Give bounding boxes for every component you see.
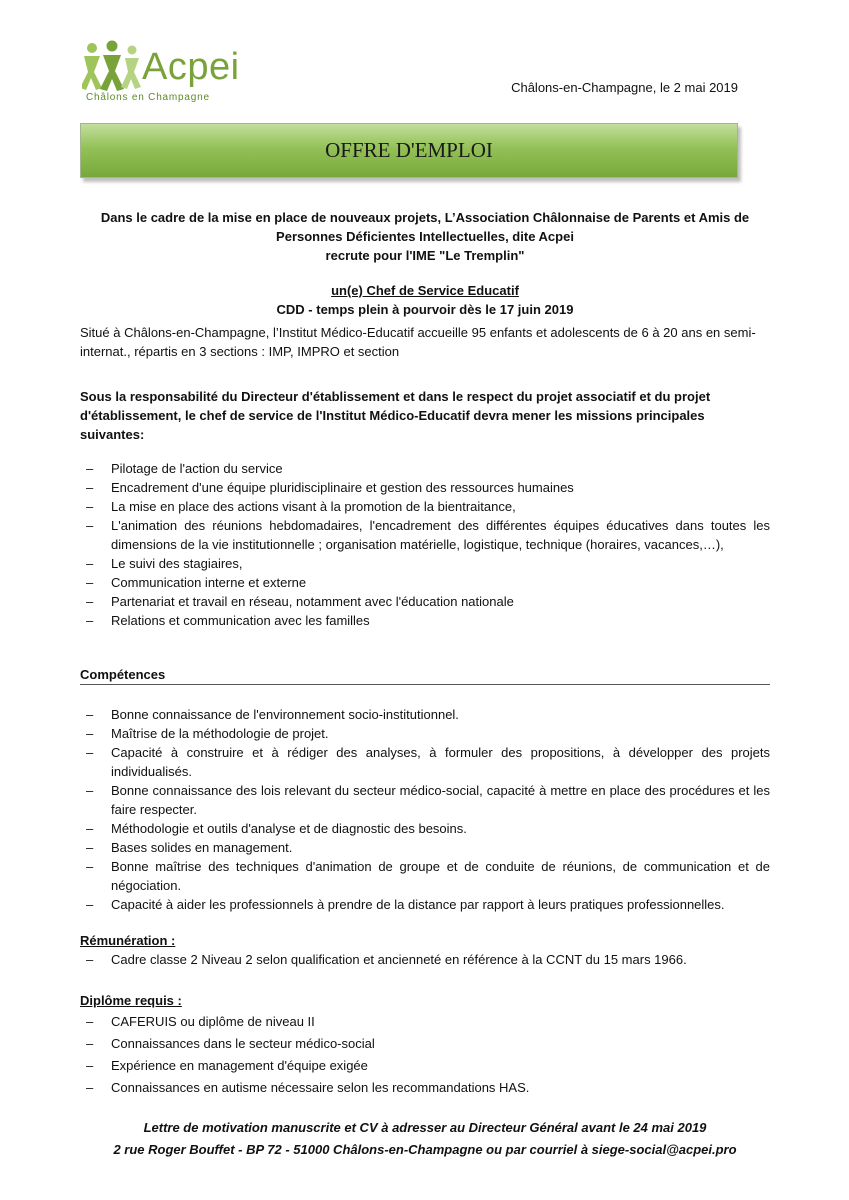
- dash-bullet-icon: –: [86, 821, 94, 836]
- diplome-list: [80, 1011, 770, 1099]
- footer-line: 2 rue Roger Bouffet - BP 72 - 51000 Châlons-en-Champagne ou par courriel à siege-social@acpei.pro: [113, 1142, 737, 1157]
- dash-bullet-icon: –: [86, 859, 94, 874]
- dash-bullet-icon: –: [86, 556, 94, 571]
- title-banner: [80, 123, 738, 178]
- dash-bullet-icon: –: [86, 1080, 94, 1095]
- competences-heading: Compétences: [80, 667, 770, 685]
- dash-bullet-icon: –: [86, 1058, 94, 1073]
- remuneration-heading: Rémunération :: [80, 933, 176, 948]
- page-title: OFFRE D'EMPLOI: [325, 138, 493, 162]
- dash-bullet-icon: –: [86, 726, 94, 741]
- acpei-logo: [82, 38, 262, 108]
- intro-line: Personnes Déficientes Intellectuelles, dite Acpei: [276, 229, 574, 244]
- contract-info: CDD - temps plein à pourvoir dès le 17 juin 2019: [276, 302, 574, 317]
- position-title: un(e) Chef de Service Educatif: [331, 283, 519, 298]
- list-item: – La mise en place des actions visant à la promotion de la bientraitance,: [86, 499, 516, 514]
- dash-bullet-icon: –: [86, 480, 94, 495]
- logo-figures-icon: [82, 40, 144, 94]
- list-item: – Expérience en management d'équipe exigée: [80, 1055, 770, 1077]
- dash-bullet-icon: –: [86, 840, 94, 855]
- logo-subtitle: Châlons en Champagne: [86, 92, 210, 103]
- footer-line: Lettre de motivation manuscrite et CV à adresser au Directeur Général avant le 24 mai 2019: [143, 1120, 707, 1135]
- list-item: – Méthodologie et outils d'analyse et de diagnostic des besoins.: [86, 821, 467, 836]
- dash-bullet-icon: –: [86, 499, 94, 514]
- institution-description: Situé à Châlons-en-Champagne, l’Institut Médico-Educatif accueille 95 enfants et adolescents de 6 à 20 ans en semi-internat., répartis en 3 sections : IMP, IMPRO et section: [80, 325, 756, 359]
- dash-bullet-icon: –: [86, 783, 94, 798]
- list-item: – Bonne connaissance des lois relevant du secteur médico-social, capacité à mettre en place des procédures et les faire respecter.: [86, 783, 770, 817]
- intro-line: recrute pour l'IME "Le Tremplin": [325, 248, 525, 263]
- list-item: – Maîtrise de la méthodologie de projet.: [86, 726, 329, 741]
- list-item: – Cadre classe 2 Niveau 2 selon qualification et ancienneté en référence à la CCNT du 15 mars 1966.: [86, 952, 687, 967]
- dash-bullet-icon: –: [86, 613, 94, 628]
- dash-bullet-icon: –: [86, 518, 94, 533]
- dash-bullet-icon: –: [86, 745, 94, 760]
- list-item: – Capacité à construire et à rédiger des analyses, à formuler des propositions, à développer des projets individualisés.: [86, 745, 770, 779]
- list-item: – Pilotage de l'action du service: [86, 461, 283, 476]
- intro-line: Dans le cadre de la mise en place de nouveaux projets, L’Association Châlonnaise de Parents et Amis de: [100, 210, 750, 225]
- list-item: – Encadrement d'une équipe pluridisciplinaire et gestion des ressources humaines: [86, 480, 574, 495]
- list-item: – Capacité à aider les professionnels à prendre de la distance par rapport à leurs pratiques professionnelles.: [86, 897, 725, 912]
- list-item: – Partenariat et travail en réseau, notamment avec l'éducation nationale: [86, 594, 514, 609]
- missions-list: [80, 459, 770, 630]
- dash-bullet-icon: –: [86, 575, 94, 590]
- dash-bullet-icon: –: [86, 707, 94, 722]
- list-item: – Bonne maîtrise des techniques d'animation de groupe et de conduite de réunions, de communication et de négociation.: [86, 859, 770, 893]
- dash-bullet-icon: –: [86, 952, 94, 967]
- list-item: – Le suivi des stagiaires,: [86, 556, 243, 571]
- competences-list: [80, 705, 770, 914]
- dash-bullet-icon: –: [86, 1036, 94, 1051]
- list-item: – CAFERUIS ou diplôme de niveau II: [80, 1011, 770, 1033]
- missions-intro: Sous la responsabilité du Directeur d'établissement et dans le respect du projet associatif et du projet d'établissement, le chef de service de l'Institut Médico-Educatif devra mener les missions principales suivantes:: [80, 389, 711, 442]
- list-item: – Bases solides en management.: [86, 840, 293, 855]
- list-item: – Connaissances en autisme nécessaire selon les recommandations HAS.: [80, 1077, 770, 1099]
- intro-block: [80, 208, 770, 319]
- place-date: Châlons-en-Champagne, le 2 mai 2019: [511, 80, 738, 95]
- remuneration-list: [80, 950, 770, 969]
- dash-bullet-icon: –: [86, 461, 94, 476]
- list-item: – Communication interne et externe: [86, 575, 307, 590]
- list-item: – Connaissances dans le secteur médico-social: [80, 1033, 770, 1055]
- application-instructions: [80, 1117, 770, 1161]
- list-item: – Relations et communication avec les familles: [86, 613, 370, 628]
- logo-name: Acpei: [142, 46, 240, 88]
- dash-bullet-icon: –: [86, 594, 94, 609]
- list-item: – Bonne connaissance de l'environnement socio-institutionnel.: [86, 707, 459, 722]
- diplome-heading: Diplôme requis :: [80, 993, 182, 1008]
- dash-bullet-icon: –: [86, 897, 94, 912]
- list-item: – L'animation des réunions hebdomadaires, l'encadrement des différentes équipes éducatives dans toutes les dimensions de la vie institutionnelle ; organisation matérielle, logistique, technique (horaires, vacances,…),: [86, 518, 770, 552]
- dash-bullet-icon: –: [86, 1014, 94, 1029]
